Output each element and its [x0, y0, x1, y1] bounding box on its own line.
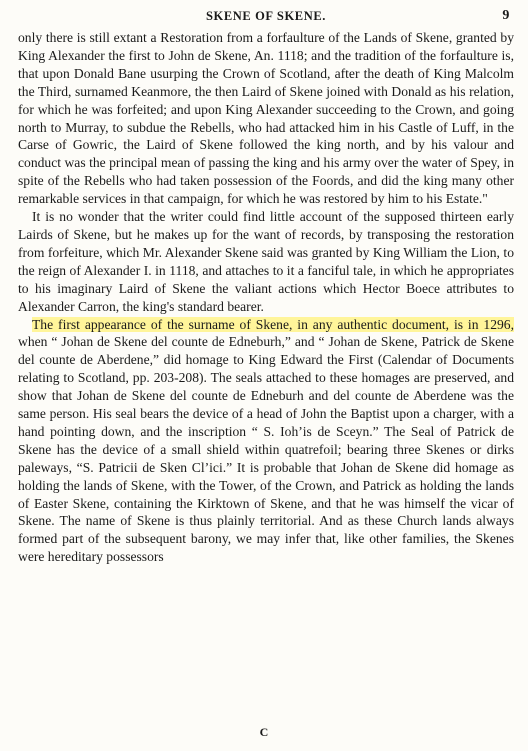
running-title: SKENE OF SKENE. [205, 9, 327, 23]
paragraph-2: It is no wonder that the writer could find little account of the supposed thirteen early Lairds of Skene, but he makes up for the want of records, by transposing the restoration from forfeiture, which Mr. Alexander Skene said was granted by King William the Lion, to the reign of Alexander I. in 1118, and attaches to it a fanciful tale, in which he appropriates to his imaginary Laird of Skene the valiant actions which Hector Boece attributes to Alexander Carron, the king's standard bearer. [18, 209, 514, 314]
highlighted-passage: The first appearance of the surname of Skene, in any authentic document, is in 1296, [32, 316, 514, 332]
paragraph-3 [18, 316, 514, 567]
paragraph-3-text: when “ Johan de Skene del counte de Edneburh,” and “ Johan de Skene, Patrick de Skene del counte de Aberdene,” did homage to King Edward the First (Calendar of Documents relating to Scotland, pp. 203-208). The seals attached to these homages are preserved, and show that Johan de Skene del counte de Edneburh and del counte de Aberdene was the same person. His seal bears the device of a head of John the Baptist upon a charger, with a hand pointing down, and the inscription “ S. Ioh’is de Sceyn.” The Seal of Patrick de Skene has the device of a small shield within quatrefoil; bearing three Skenes or dirks paleways, “S. Patricii de Sken Cl’ici.” It is probable that Johan de Skene did homage as holding the lands of Skene, with the Tower, of the Crown, and Patrick as holding the lands of Easter Skene, containing the Kirktown of Skene, and that he was himself the vicar of Skene. The name of Skene is thus plainly territorial. And as these Church lands always formed part of the subsequent barony, we may infer that, like other families, the Skenes were hereditary possessors [18, 334, 514, 565]
running-head [18, 6, 514, 26]
page-number: 9 [502, 8, 510, 23]
body-text [18, 29, 514, 566]
signature-mark: C [259, 725, 269, 739]
paragraph-1: only there is still extant a Restoration from a forfaulture of the Lands of Skene, granted by King Alexander the first to John de Skene, An. 1118; and the tradition of the forfaulture is, that upon Donald Bane usurping the Crown of Scotland, after the death of King Malcolm the Third, surnamed Keanmore, the then Laird of Skene joined with Donald as his relation, for which he was forfeited; and upon King Alexander succeeding to the Crown, and going north to Murray, to subdue the Rebells, who had attacked him in his Castle of Luff, in the Carse of Gowric, the Laird of Skene followed the king north, and by his valour and conduct was the principal mean of passing the king and his army over the water of Spey, in spite of the Rebells who had taken possession of the Foords, and did the king many other remarkable services in that campaign, for which he was restored by him to his Estate." [18, 30, 514, 207]
